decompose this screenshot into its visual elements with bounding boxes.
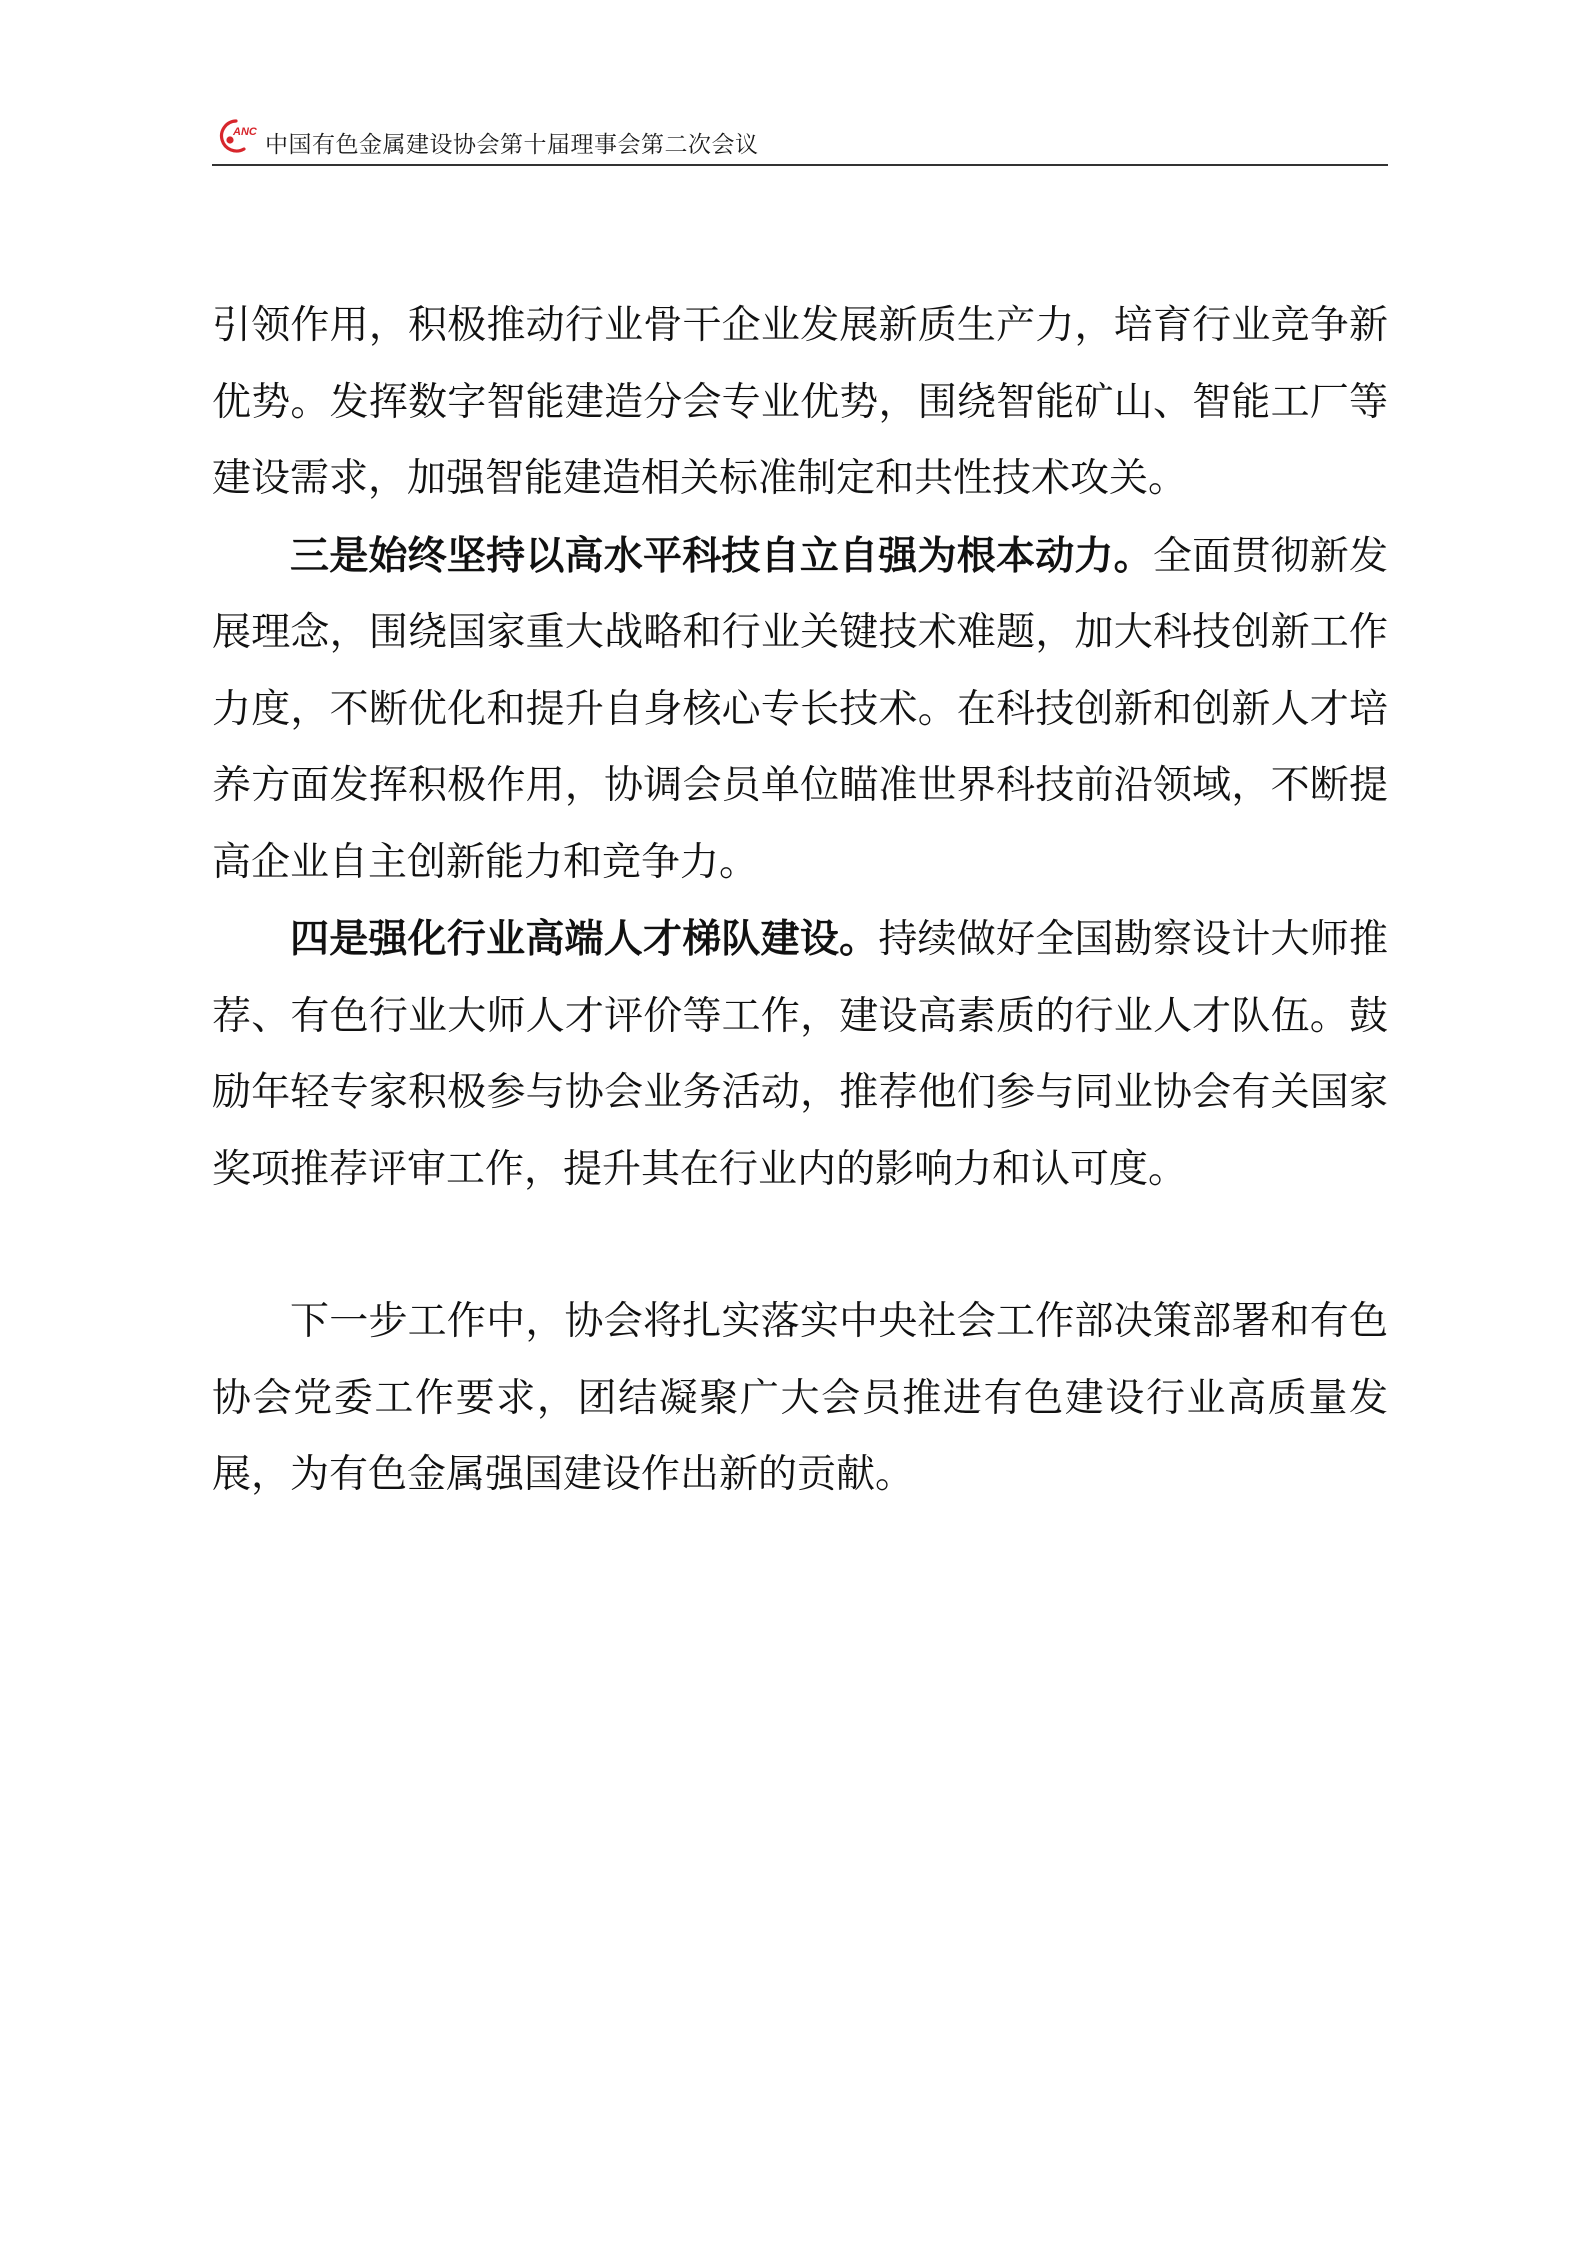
- logo-text: ANC: [233, 126, 257, 138]
- paragraph-text: 引领作用，积极推动行业骨干企业发展新质生产力，培育行业竞争新优势。发挥数字智能建造分会专业优势，围绕智能矿山、智能工厂等建设需求，加强智能建造相关标准制定和共性技术攻关。: [212, 303, 1388, 501]
- paragraph-tech-innovation: [212, 518, 1388, 902]
- paragraph-spacer: [212, 1208, 1388, 1284]
- paragraph-continuation: [212, 288, 1388, 518]
- paragraph-lead: 四是强化行业高端人才梯队建设。: [290, 916, 879, 962]
- page-header: [212, 108, 1388, 166]
- paragraph-talent: [212, 901, 1388, 1208]
- paragraph-text: 全面贯彻新发展理念，围绕国家重大战略和行业关键技术难题，加大科技创新工作力度，不断优化和提升自身核心专长技术。在科技创新和创新人才培养方面发挥积极作用，协调会员单位瞄准世界科技前沿领域，不断提高企业自主创新能力和竞争力。: [212, 533, 1388, 885]
- paragraph-text: 下一步工作中，协会将扎实落实中央社会工作部决策部署和有色协会党委工作要求，团结凝聚广大会员推进有色建设行业高质量发展，为有色金属强国建设作出新的贡献。: [212, 1299, 1388, 1497]
- document-body: [212, 288, 1388, 1514]
- anc-logo: [214, 115, 264, 155]
- paragraph-text: 持续做好全国勘察设计大师推荐、有色行业大师人才评价等工作，建设高素质的行业人才队伍。鼓励年轻专家积极参与协会业务活动，推荐他们参与同业协会有关国家奖项推荐评审工作，提升其在行业内的影响力和认可度。: [212, 917, 1388, 1192]
- header-title: 中国有色金属建设协会第十届理事会第二次会议: [265, 132, 759, 158]
- paragraph-lead: 三是始终坚持以高水平科技自立自强为根本动力。: [290, 532, 1153, 579]
- paragraph-next-steps: [212, 1284, 1388, 1514]
